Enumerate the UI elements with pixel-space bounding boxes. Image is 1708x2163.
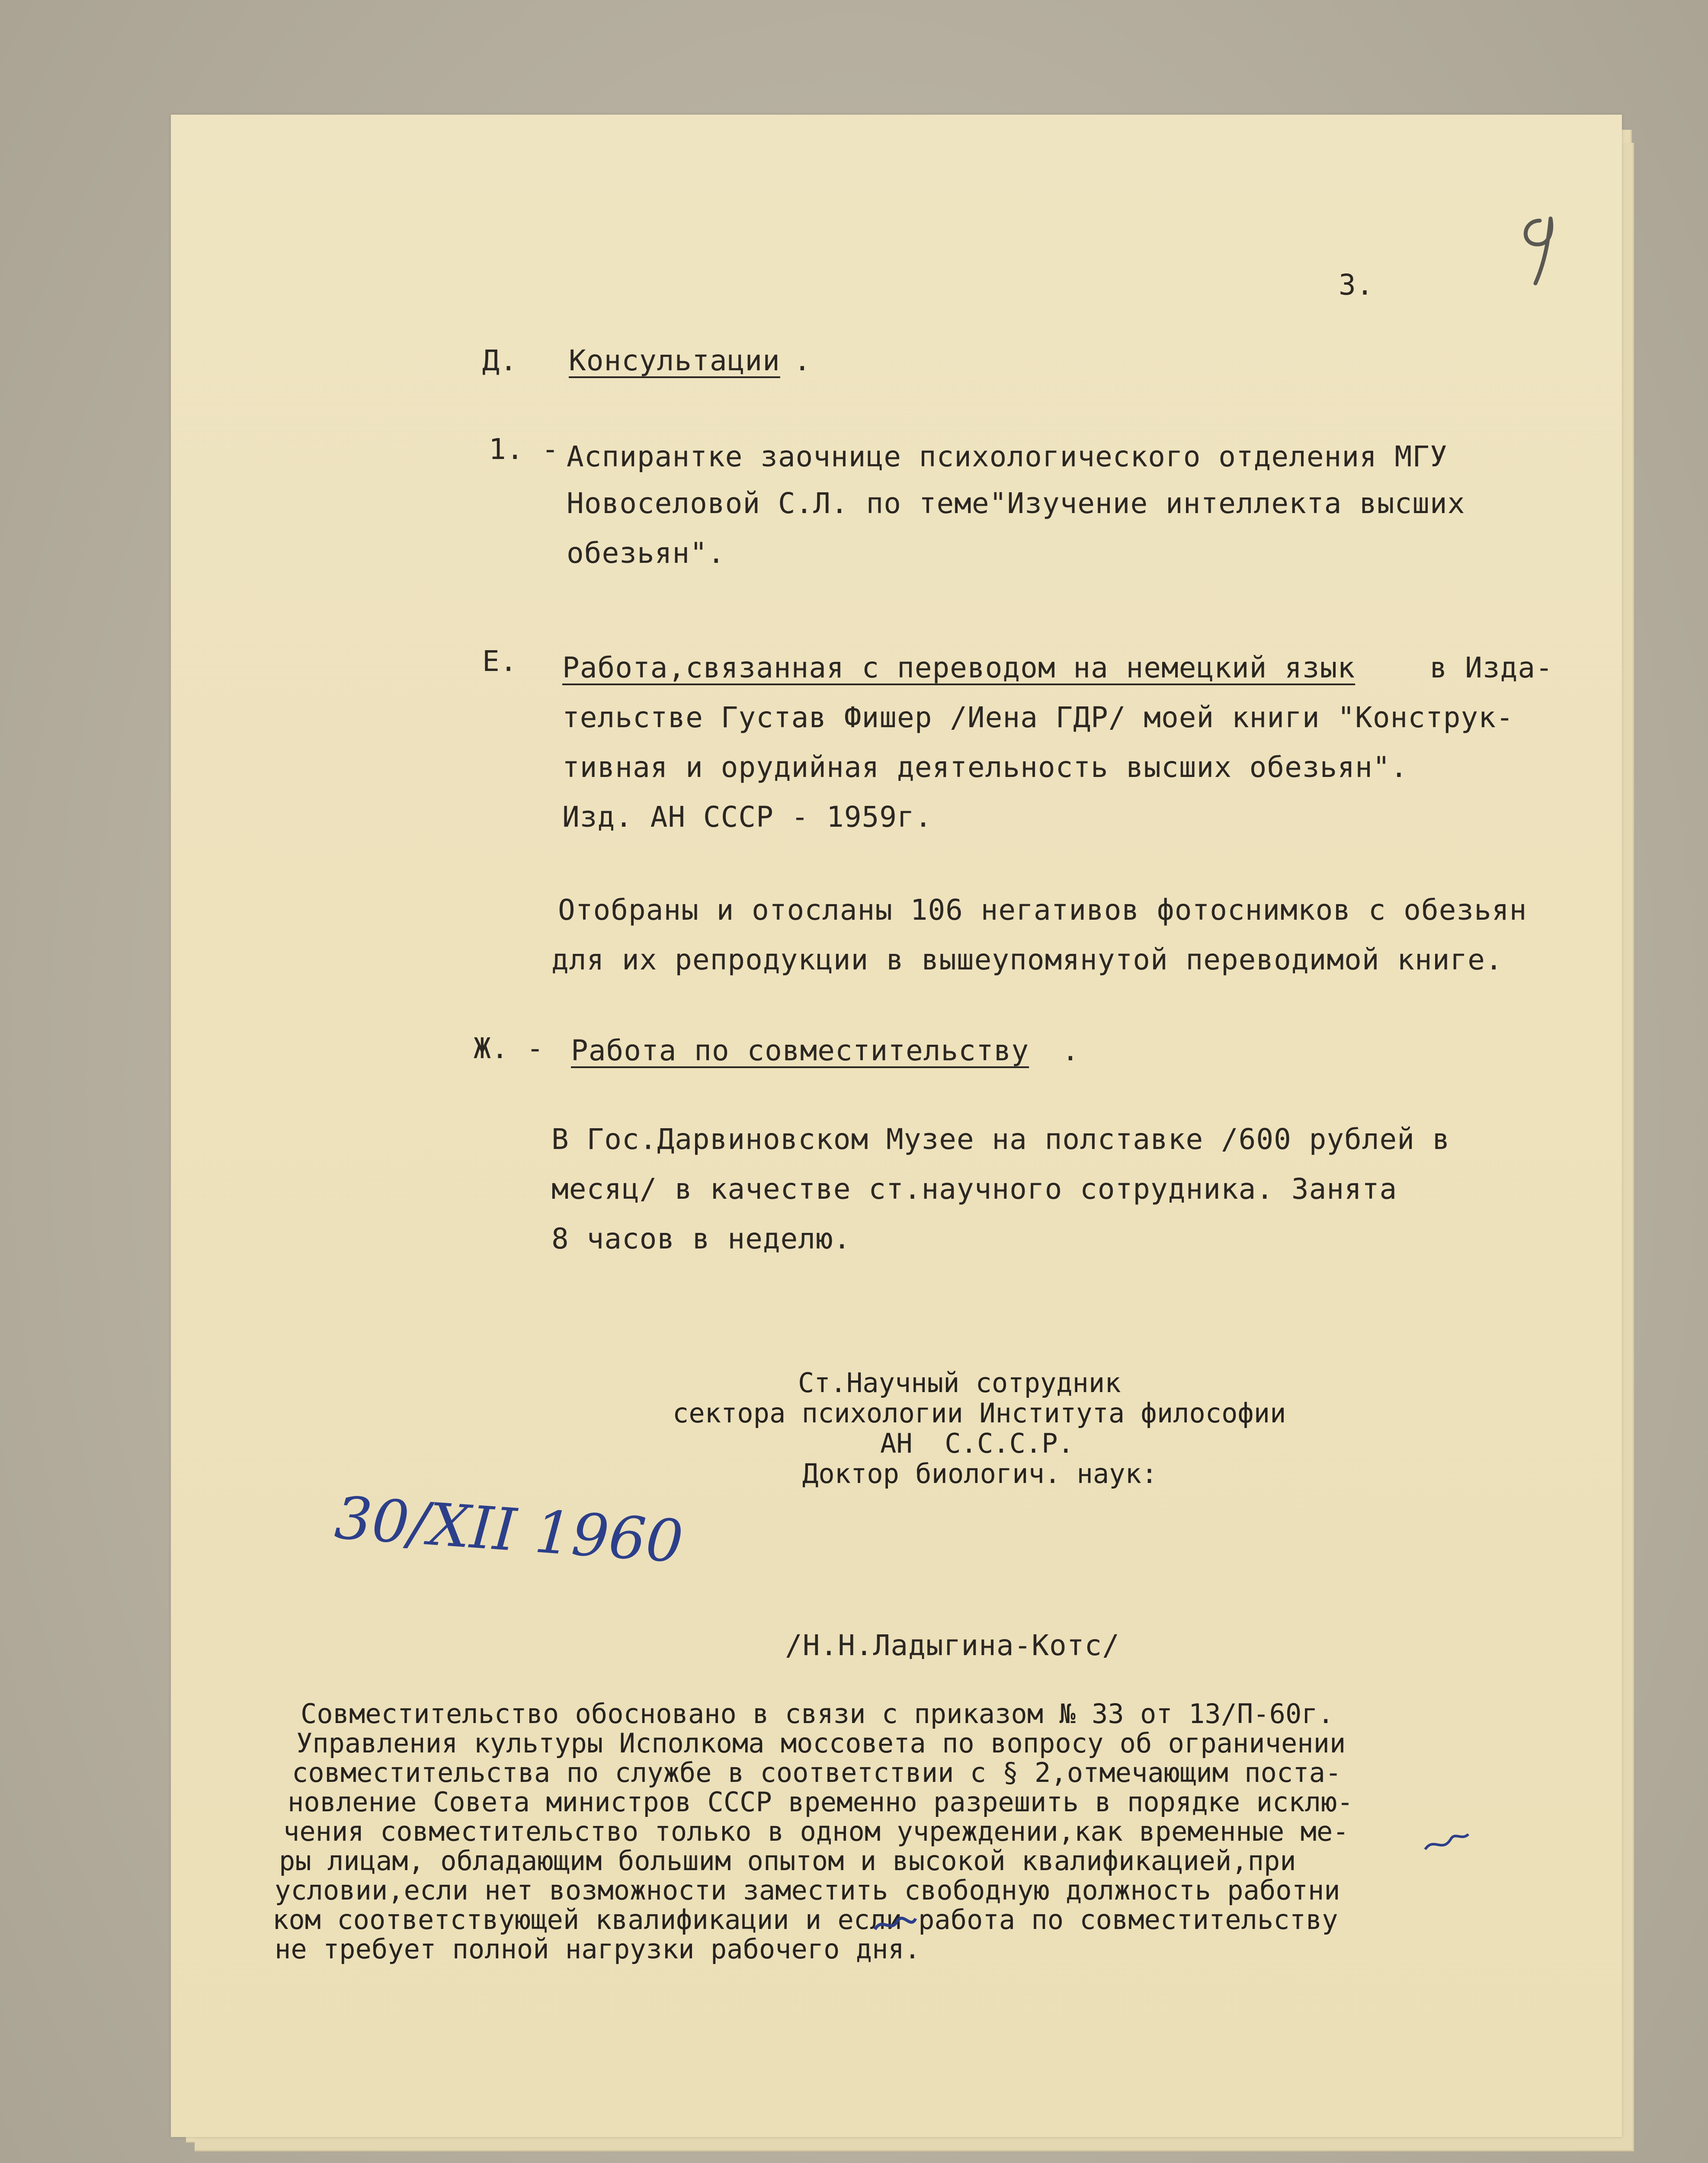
document-page <box>171 115 1622 2137</box>
section-zh-line: 8 часов в неделю. <box>551 1222 851 1255</box>
item-1-marker: 1. - <box>489 433 559 466</box>
signatory-name: /Н.Н.Ладыгина-Котс/ <box>785 1629 1120 1662</box>
signature-line: АН С.С.С.Р. <box>880 1428 1074 1459</box>
ink-correction-mark <box>1421 1828 1473 1858</box>
section-e-para2-line: для их репродукции в вышеупомянутой переводимой книге. <box>551 943 1503 976</box>
signature-line: Доктор биологич. наук: <box>802 1458 1158 1489</box>
section-e-para2-line: Отобраны и отосланы 106 негативов фотоснимков с обезьян <box>558 893 1527 927</box>
section-d-heading: Консультации <box>569 344 780 377</box>
page-number: 3. <box>1339 268 1374 302</box>
note-line: Управления культуры Исполкома моссовета по вопросу об ограничении <box>296 1727 1346 1759</box>
section-e-letter: Е. <box>482 645 518 678</box>
section-zh-line: В Гос.Дарвиновском Музее на полставке /600 рублей в <box>551 1123 1450 1156</box>
item-1-line: обезьян". <box>567 536 725 570</box>
note-line: чения совместительство только в одном учреждении,как временные ме- <box>283 1816 1349 1847</box>
section-e-line: тельстве Густав Фишер /Иена ГДР/ моей книги "Конструк- <box>562 701 1514 734</box>
note-line: не требует полной нагрузки рабочего дня. <box>275 1933 921 1965</box>
section-d-letter: Д. <box>482 344 518 377</box>
section-zh-letter: Ж. - <box>474 1032 544 1065</box>
section-e-heading: Работа,связанная с переводом на немецкий язык <box>562 651 1356 684</box>
signature-line: Ст.Научный сотрудник <box>798 1367 1121 1399</box>
pencil-page-number-mark <box>1509 203 1570 290</box>
section-zh-line: месяц/ в качестве ст.научного сотрудника. Занята <box>551 1172 1397 1206</box>
note-line: новление Совета министров СССР временно разрешить в порядке исклю- <box>288 1786 1353 1818</box>
section-e-line: Изд. АН СССР - 1959г. <box>562 800 933 834</box>
section-zh-heading-end: . <box>1062 1034 1080 1067</box>
ink-correction-mark <box>872 1910 919 1940</box>
note-line: Совместительство обосновано в связи с приказом № 33 от 13/П-60г. <box>301 1698 1334 1730</box>
note-line: ком соответствующей квалификации и если работа по совместительству <box>272 1904 1338 1935</box>
note-line: совместительства по службе в соответствии с § 2,отмечающим поста- <box>292 1757 1342 1788</box>
note-line: ры лицам, обладающим большим опытом и высокой квалификацией,при <box>279 1845 1296 1877</box>
section-zh-heading: Работа по совместительству <box>571 1034 1029 1067</box>
note-line: условии,если нет возможности заместить свободную должность работни <box>275 1874 1340 1906</box>
handwritten-date: 30/XII 1960 <box>333 1484 686 1576</box>
section-e-heading-rest: в Изда- <box>1412 651 1553 684</box>
section-d-heading-end: . <box>794 344 811 377</box>
item-1-line: Аспирантке заочнице психологического отделения МГУ <box>567 440 1448 473</box>
section-e-line: тивная и орудийная деятельность высших обезьян". <box>562 751 1408 784</box>
item-1-line: Новоселовой С.Л. по теме"Изучение интеллекта высших <box>567 487 1465 520</box>
signature-line: сектора психологии Института философии <box>673 1397 1286 1429</box>
